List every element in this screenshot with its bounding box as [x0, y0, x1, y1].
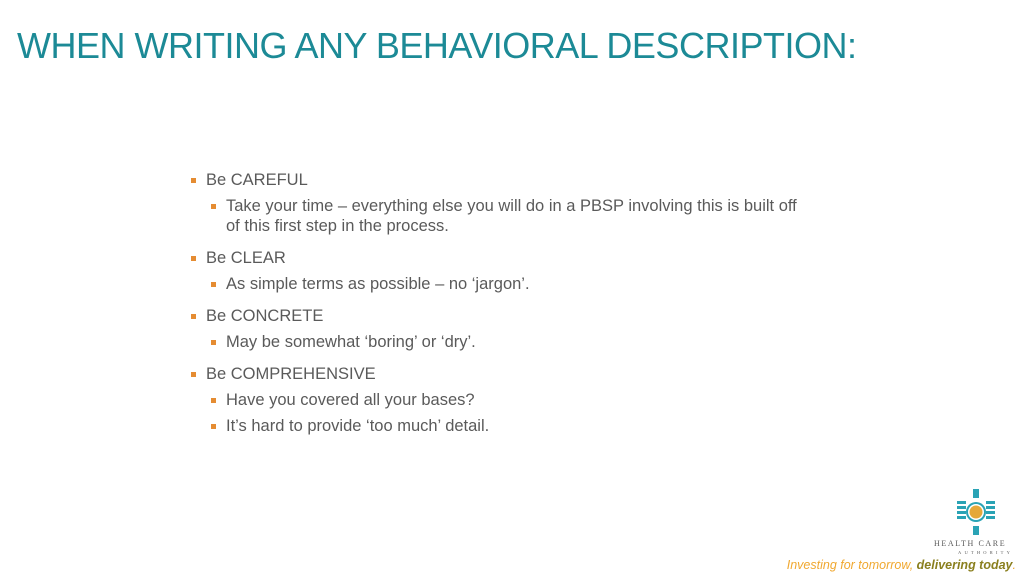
- health-care-authority-logo: [928, 488, 1024, 560]
- bullet-text: Be CLEAR: [206, 249, 286, 267]
- sub-bullet-item: [211, 332, 801, 352]
- square-bullet-icon: [191, 256, 196, 261]
- square-bullet-icon: [211, 424, 216, 429]
- square-bullet-icon: [191, 178, 196, 183]
- bullet-list: [191, 170, 801, 448]
- tagline-part2: delivering today: [916, 558, 1013, 572]
- bullet-group-concrete: [191, 306, 801, 352]
- slide-title: WHEN WRITING ANY BEHAVIORAL DESCRIPTION:: [17, 25, 857, 66]
- sub-bullet-text: May be somewhat ‘boring’ or ‘dry’.: [226, 333, 476, 351]
- bullet-group-comprehensive: [191, 364, 801, 436]
- sub-bullet-text: As simple terms as possible – no ‘jargon’.: [226, 275, 530, 293]
- bullet-text: Be CONCRETE: [206, 307, 324, 325]
- tagline-part1: Investing for tomorrow,: [786, 558, 917, 572]
- sub-bullet-item: [211, 416, 801, 436]
- square-bullet-icon: [211, 282, 216, 287]
- bullet-item: [191, 248, 801, 268]
- logo-text-authority: AUTHORITY: [958, 550, 1014, 555]
- square-bullet-icon: [211, 204, 216, 209]
- square-bullet-icon: [211, 340, 216, 345]
- bullet-item: [191, 306, 801, 326]
- sub-bullet-text: Take your time – everything else you will do in a PBSP involving this is built off of this first step in the process.: [226, 197, 797, 235]
- square-bullet-icon: [191, 314, 196, 319]
- bullet-group-clear: [191, 248, 801, 294]
- bullet-group-careful: [191, 170, 801, 236]
- square-bullet-icon: [211, 398, 216, 403]
- sub-bullet-item: [211, 196, 801, 236]
- sub-bullet-item: [211, 390, 801, 410]
- sub-bullet-text: It’s hard to provide ‘too much’ detail.: [226, 417, 490, 435]
- bullet-item: [191, 364, 801, 384]
- bullet-text: Be CAREFUL: [206, 171, 308, 189]
- zia-sun-icon: [956, 488, 996, 536]
- sub-bullet-item: [211, 274, 801, 294]
- footer-tagline: [787, 558, 1016, 572]
- bullet-text: Be COMPREHENSIVE: [206, 365, 376, 383]
- logo-text-health-care: HEALTH CARE: [934, 539, 1007, 548]
- square-bullet-icon: [191, 372, 196, 377]
- tagline-end: .: [1012, 558, 1016, 572]
- bullet-item: [191, 170, 801, 190]
- sub-bullet-text: Have you covered all your bases?: [226, 391, 475, 409]
